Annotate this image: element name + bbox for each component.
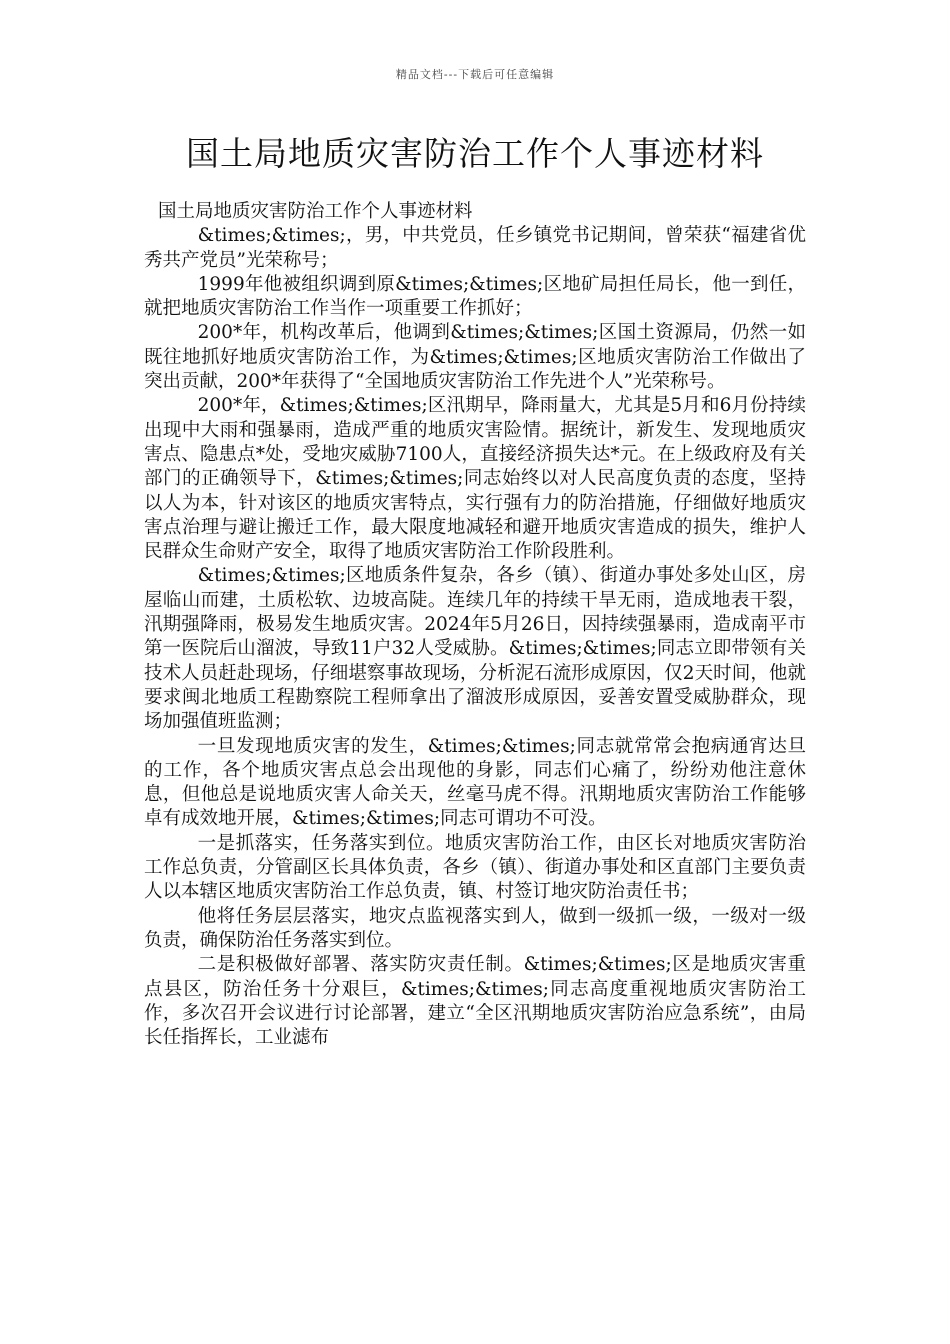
paragraph: 200*年，机构改革后，他调到&times;&times;区国土资源局，仍然一如既往地抓好地质灾害防治工作，为&times;&times;区地质灾害防治工作做出了突出贡献，200*年获得了“全国地质灾害防治工作先进个人”光荣称号。 [144,322,806,393]
page-header-note: 精品文档---下载后可任意编辑 [395,68,555,81]
paragraph: 一旦发现地质灾害的发生，&times;&times;同志就常常会抱病通宵达旦的工作，各个地质灾害点总会出现他的身影，同志们心痛了，纷纷劝他注意休息，但他总是说地质灾害人命关天，丝毫马虎不得。汛期地质灾害防治工作能够卓有成效地开展，&times;&times;同志可谓功不可没。 [144,735,806,830]
paragraph: &times;&times;，男，中共党员，任乡镇党书记期间，曾荣获“福建省优秀共产党员”光荣称号； [144,225,806,271]
paragraph: 他将任务层层落实，地灾点监视落实到人，做到一级抓一级，一级对一级负责，确保防治任务落实到位。 [144,905,806,951]
paragraph: 1999年他被组织调到原&times;&times;区地矿局担任局长，他一到任，就把地质灾害防治工作当作一项重要工作抓好； [144,273,806,320]
paragraph: 二是积极做好部署、落实防灾责任制。&times;&times;区是地质灾害重点县区，防治任务十分艰巨，&times;&times;同志高度重视地质灾害防治工作，多次召开会议进行讨论部署，建立“全区汛期地质灾害防治应急系统”，由局长任指挥长，工业滤布 [144,954,806,1049]
paragraph: 200*年，&times;&times;区汛期早，降雨量大，尤其是5月和6月份持续出现中大雨和强暴雨，造成严重的地质灾害险情。据统计，新发生、发现地质灾害点、隐患点*处，受地灾威胁7100人，直接经济损失达*元。在上级政府及有关部门的正确领导下，&times;&times;同志始终以对人民高度负责的态度，坚持以人为本，针对该区的地质灾害特点，实行强有力的防治措施，仔细做好地质灾害点治理与避让搬迁工作，最大限度地减轻和避开地质灾害造成的损失，维护人民群众生命财产安全，取得了地质灾害防治工作阶段胜利。 [144,395,806,563]
document-body [144,200,806,1050]
paragraph: &times;&times;区地质条件复杂，各乡（镇）、街道办事处多处山区，房屋临山而建，土质松软、边坡高陡。连续几年的持续干旱无雨，造成地表干裂，汛期强降雨，极易发生地质灾害。2024年5月26日，因持续强暴雨，造成南平市第一医院后山溜波，导致11户32人受威胁。&times;&times;同志立即带领有关技术人员赶赴现场，仔细堪察事故现场，分析泥石流形成原因，仅2天时间，他就要求闽北地质工程勘察院工程师拿出了溜波形成原因，妥善安置受威胁群众，现场加强值班监测； [144,565,806,733]
document-title: 国土局地质灾害防治工作个人事迹材料 [186,134,764,173]
document-subtitle: 国土局地质灾害防治工作个人事迹材料 [158,201,473,222]
paragraph: 一是抓落实，任务落实到位。地质灾害防治工作，由区长对地质灾害防治工作总负责，分管副区长具体负责，各乡（镇）、街道办事处和区直部门主要负责人以本辖区地质灾害防治工作总负责，镇、村签订地灾防治责任书； [144,832,806,903]
